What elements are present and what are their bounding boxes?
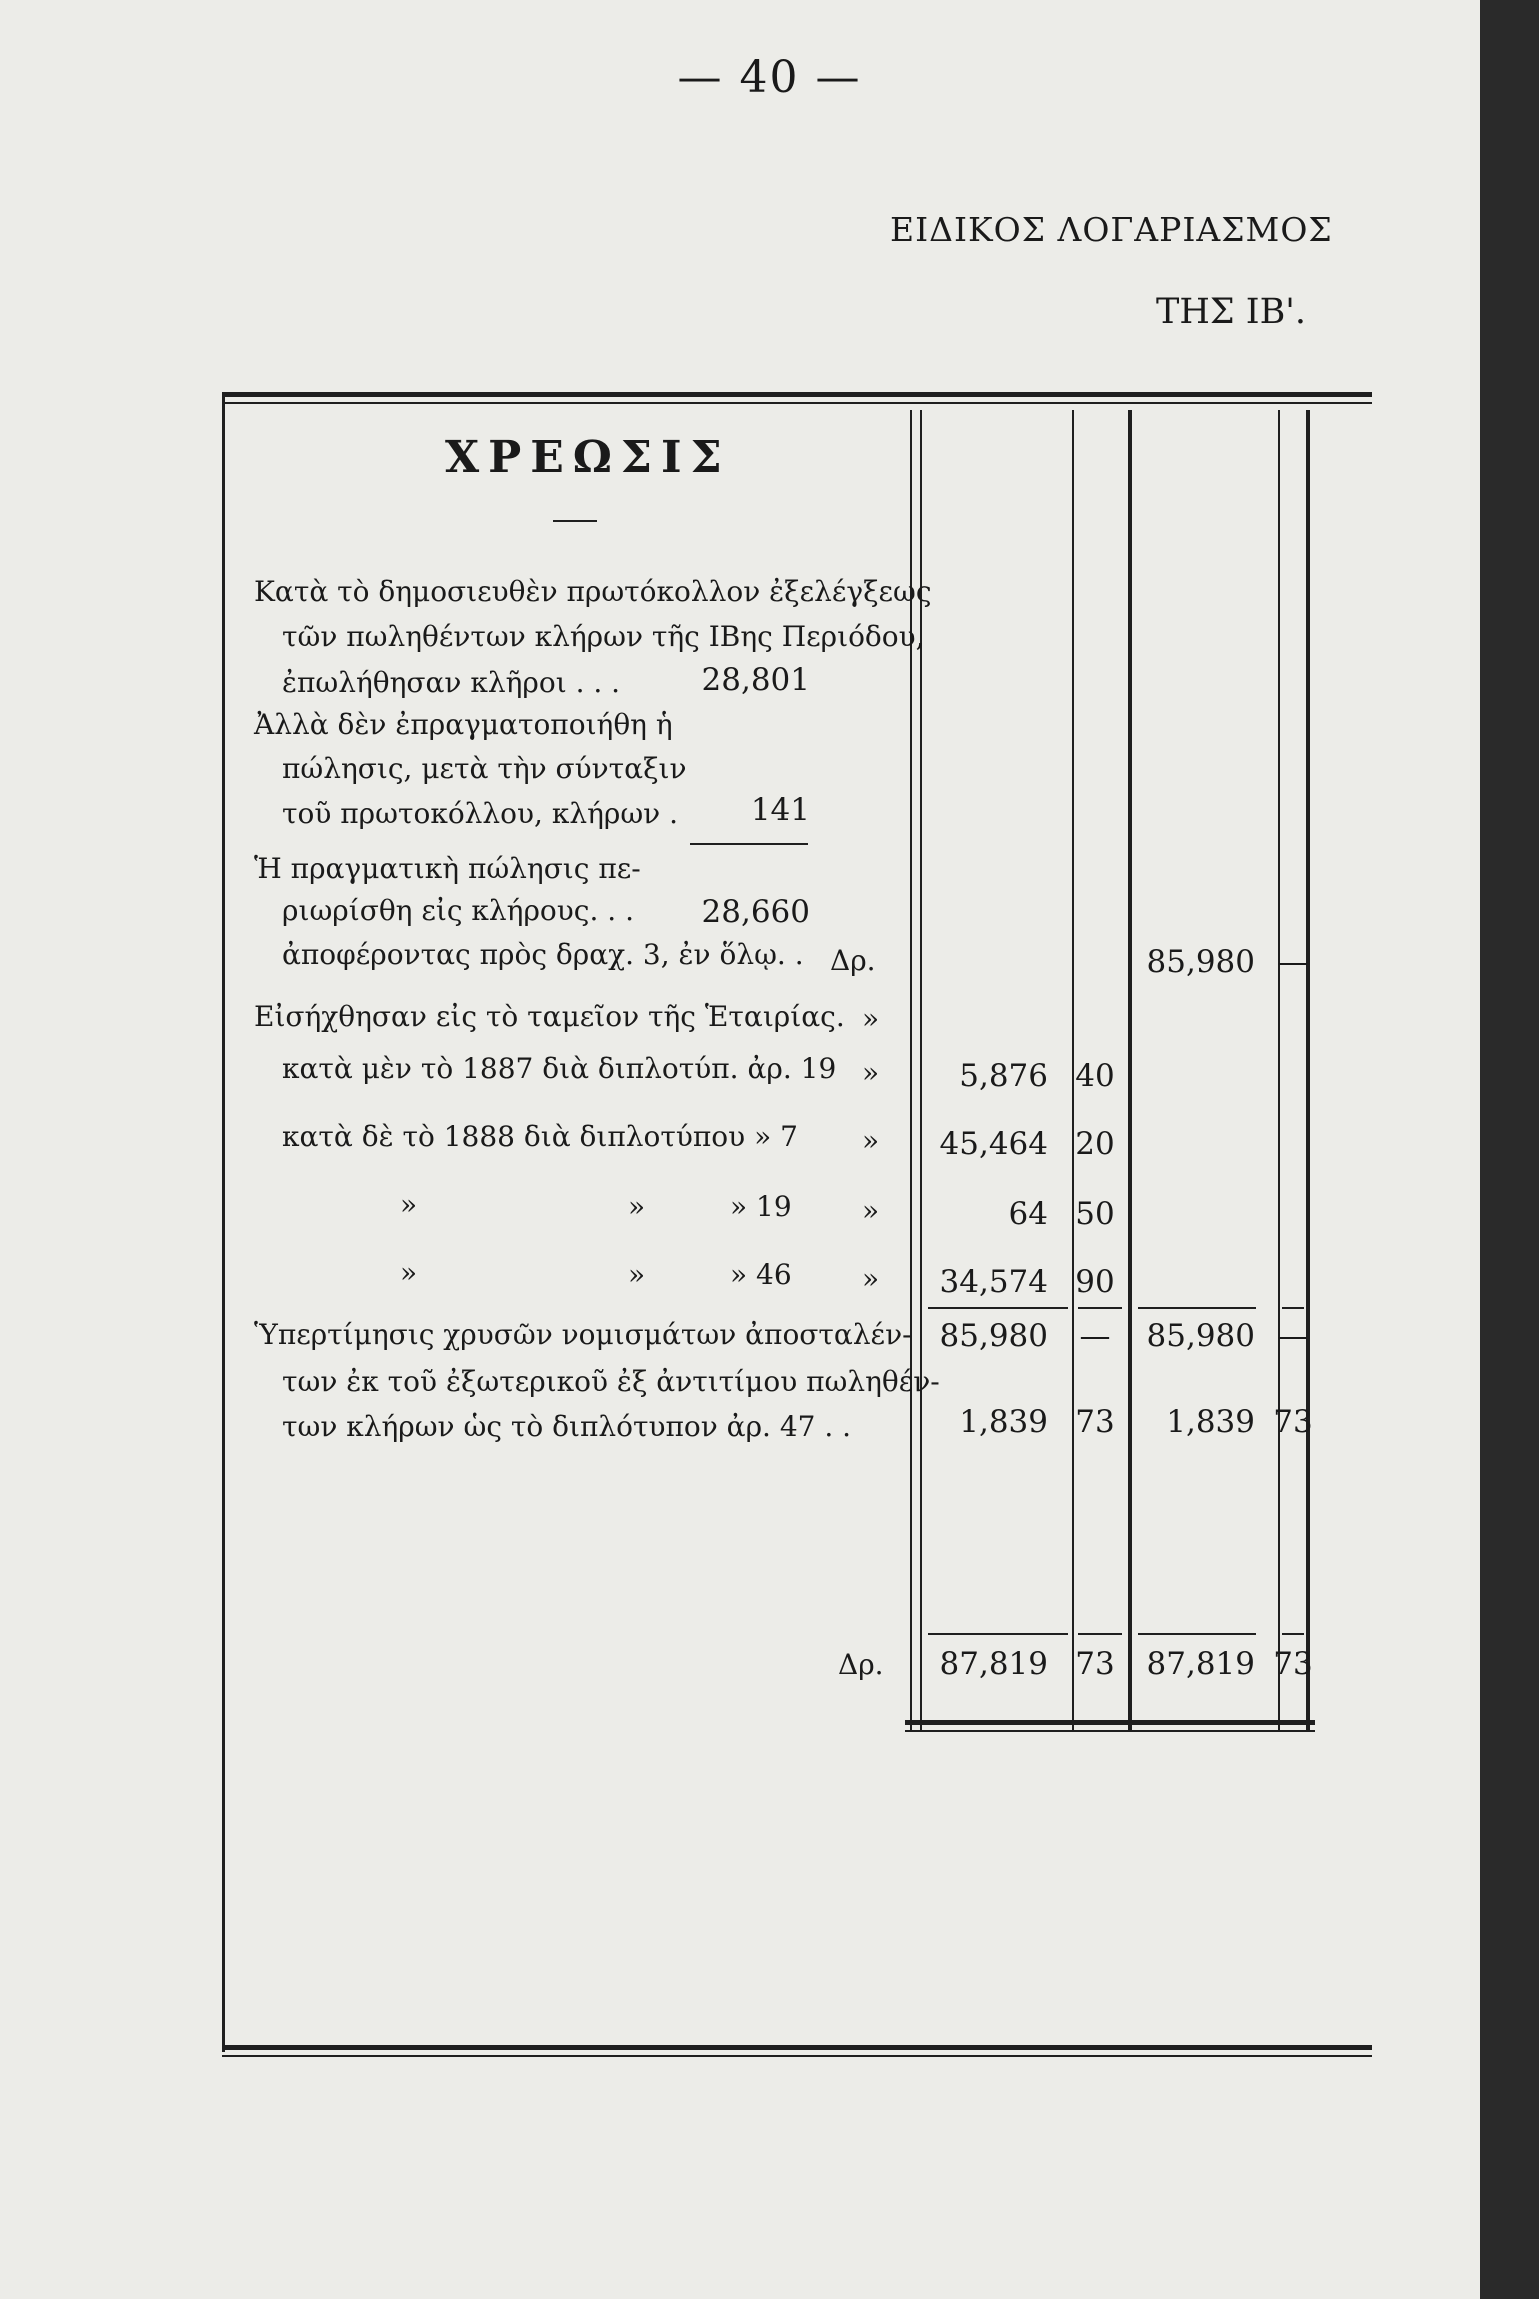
entry-line: κατὰ δὲ τὸ 1888 διὰ διπλοτύπου » 7 — [282, 1120, 798, 1153]
entry-line: ριωρίσθη εἰς κλήρους. . . — [282, 894, 634, 927]
column-rule — [1306, 410, 1310, 1730]
subtotal-cents: — — [1079, 1318, 1111, 1354]
subtotal-rule — [1282, 1307, 1304, 1309]
subtotal-amount: 85,980 — [939, 1318, 1048, 1354]
ditto-mark: » — [400, 1256, 418, 1289]
subtraction-rule — [690, 843, 808, 845]
amount: 45,464 — [939, 1126, 1048, 1162]
amount: 5,876 — [959, 1058, 1048, 1094]
cents: 40 — [1075, 1058, 1115, 1094]
ditto-mark: » — [628, 1190, 646, 1223]
grand-total-rule — [1282, 1633, 1304, 1635]
entry-line: Ἡ πραγματικὴ πώλησις πε- — [254, 852, 641, 885]
cents: 50 — [1075, 1196, 1115, 1232]
grand-total-amount: 87,819 — [939, 1646, 1048, 1682]
entry-line: ἐπωλήθησαν κλῆροι . . . — [282, 666, 621, 699]
cents: 90 — [1075, 1264, 1115, 1300]
subtotal-total: 85,980 — [1146, 1318, 1255, 1354]
account-heading: ΕΙΔΙΚΟΣ ΛΟΓΑΡΙΑΣΜΟΣ — [890, 210, 1333, 249]
table-left-rule — [222, 392, 225, 2052]
scan-edge — [1480, 0, 1539, 2299]
entry-line: ἀποφέροντας πρὸς δραχ. 3, ἐν ὅλῳ. . — [282, 938, 804, 971]
subtotal-rule — [1078, 1307, 1122, 1309]
cents: 73 — [1075, 1404, 1115, 1440]
amount: 64 — [1008, 1196, 1048, 1232]
entry-line: πώλησις, μετὰ τὴν σύνταξιν — [282, 752, 687, 785]
table-top-rule — [222, 392, 1372, 397]
ditto-mark: » — [862, 1194, 880, 1227]
title-dash — [553, 520, 597, 522]
cents: 20 — [1075, 1126, 1115, 1162]
table-bottom-rule — [222, 2045, 1372, 2050]
ditto-mark: » — [628, 1258, 646, 1291]
subtotal-total-cents: — — [1277, 1318, 1309, 1354]
total-cents: 73 — [1273, 1404, 1313, 1440]
subtotal-rule — [1138, 1307, 1256, 1309]
lots-actual: 28,660 — [701, 894, 810, 930]
entry-line: των κλήρων ὡς τὸ διπλότυπον ἀρ. 47 . . — [282, 1410, 852, 1443]
ditto-mark: » — [862, 1262, 880, 1295]
grand-total-rule — [1078, 1633, 1122, 1635]
column-rule — [920, 410, 922, 1730]
entry-line: Ἀλλὰ δὲν ἐπραγματοποιήθη ἡ — [254, 708, 673, 741]
account-subheading: ΤΗΣ ΙΒ'. — [1156, 292, 1307, 332]
grand-total-rule — [1138, 1633, 1256, 1635]
ditto-mark: » — [862, 1056, 880, 1089]
section-title: ΧΡΕΩΣΙΣ — [445, 432, 731, 483]
entry-line: » 19 — [730, 1190, 792, 1223]
entry-line: τοῦ πρωτοκόλλου, κλήρων . — [282, 797, 678, 830]
currency-label: Δρ. — [838, 1648, 884, 1681]
lots-unsold: 141 — [750, 792, 810, 828]
ditto-mark: » — [400, 1188, 418, 1221]
page-number: — 40 — — [677, 52, 862, 103]
column-rule — [910, 410, 912, 1730]
total-cents: — — [1277, 944, 1309, 980]
grand-total-sum-cents: 73 — [1273, 1646, 1313, 1682]
ditto-mark: » — [862, 1002, 880, 1035]
columns-bottom-rule — [905, 1720, 1315, 1725]
entry-line: Κατὰ τὸ δημοσιευθὲν πρωτόκολλον ἐξελέγξεως — [254, 575, 932, 608]
amount: 34,574 — [939, 1264, 1048, 1300]
subtotal-rule — [928, 1307, 1068, 1309]
entry-line: τῶν πωληθέντων κλήρων τῆς ΙΒης Περιόδου, — [282, 620, 925, 653]
entry-line: » 46 — [730, 1258, 792, 1291]
total-amount: 1,839 — [1166, 1404, 1255, 1440]
table-bottom-rule-thin — [222, 2055, 1372, 2057]
columns-bottom-rule-thin — [905, 1730, 1315, 1732]
entry-line: κατὰ μὲν τὸ 1887 διὰ διπλοτύπ. ἀρ. 19 — [282, 1052, 837, 1085]
total-amount: 85,980 — [1146, 944, 1255, 980]
column-rule — [1278, 410, 1280, 1730]
lots-sold: 28,801 — [701, 662, 810, 698]
entry-line: Εἰσήχθησαν εἰς τὸ ταμεῖον τῆς Ἑταιρίας. — [254, 1000, 845, 1033]
currency-label: Δρ. — [830, 944, 876, 977]
grand-total-sum: 87,819 — [1146, 1646, 1255, 1682]
column-rule — [1128, 410, 1132, 1730]
entry-line: των ἐκ τοῦ ἐξωτερικοῦ ἐξ ἀντιτίμου πωληθέν- — [282, 1365, 940, 1398]
amount: 1,839 — [959, 1404, 1048, 1440]
entry-line: Ὑπερτίμησις χρυσῶν νομισμάτων ἀποσταλέν- — [254, 1318, 912, 1351]
grand-total-rule — [928, 1633, 1068, 1635]
ditto-mark: » — [862, 1124, 880, 1157]
grand-total-cents: 73 — [1075, 1646, 1115, 1682]
table-top-rule-thin — [222, 402, 1372, 404]
